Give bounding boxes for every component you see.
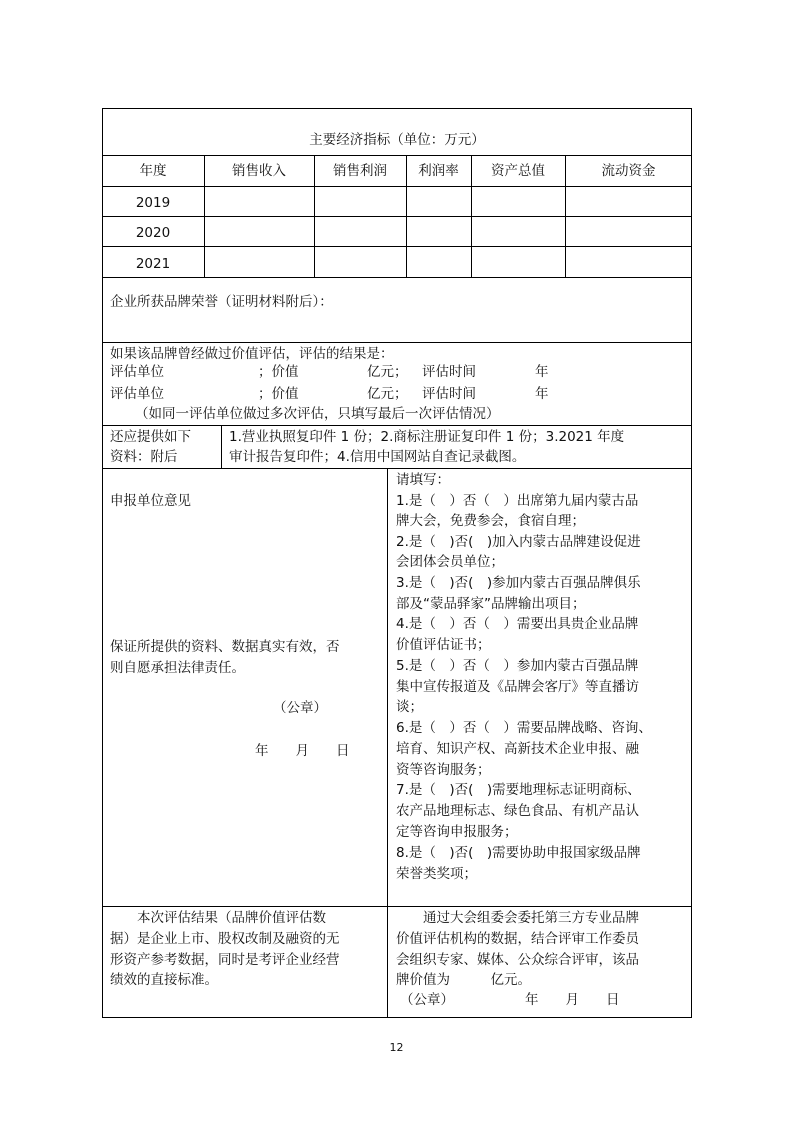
eval-year-label: 年 bbox=[535, 386, 549, 402]
result-text: 据）是企业上市、股权改制及融资的无 bbox=[110, 931, 340, 947]
opinion-seal: （公章） bbox=[273, 700, 327, 716]
fill-line: 谈； bbox=[396, 699, 423, 715]
header-year: 年度 bbox=[139, 163, 167, 179]
eval-intro: 如果该品牌曾经做过价值评估，评估的结果是： bbox=[110, 346, 394, 362]
fill-line: 资等咨询服务； bbox=[396, 762, 491, 778]
eval-time-label: 评估时间 bbox=[422, 386, 476, 402]
eval-yi-label: 亿元； bbox=[367, 386, 408, 402]
eval-unit-label: 评估单位 bbox=[110, 364, 164, 380]
result-text: 形资产参考数据，同时是考评企业经营 bbox=[110, 952, 340, 968]
fill-line: 牌大会，免费参会，食宿自理； bbox=[396, 513, 585, 529]
row-divider bbox=[102, 216, 692, 217]
fill-line: 部及“蒙品驿家”品牌输出项目； bbox=[396, 596, 586, 612]
materials-text: 审计报告复印件；4.信用中国网站自查记录截图。 bbox=[229, 449, 526, 465]
header-sales-profit: 销售利润 bbox=[333, 163, 387, 179]
fill-line: 价值评估证书； bbox=[396, 637, 491, 653]
eval-unit-label: 评估单位 bbox=[110, 386, 164, 402]
econ-title: 主要经济指标（单位：万元） bbox=[309, 132, 485, 148]
opinion-date: 年 月 日 bbox=[255, 743, 350, 759]
fill-line: 培育、知识产权、高新技术企业申报、融 bbox=[396, 741, 639, 757]
fill-line: 6.是（ ）否（ ）需要品牌战略、咨询、 bbox=[396, 720, 652, 736]
fill-line: 5.是（ ）否（ ）参加内蒙古百强品牌 bbox=[396, 658, 639, 674]
conclusion-text: 牌价值为 亿元。 bbox=[396, 972, 531, 988]
year-2019: 2019 bbox=[135, 195, 171, 211]
row-divider bbox=[102, 155, 692, 156]
fill-title: 请填写： bbox=[396, 472, 450, 488]
col-divider bbox=[387, 468, 388, 1018]
fill-line: 荣誉类奖项； bbox=[396, 866, 477, 882]
fill-line: 会团体会员单位； bbox=[396, 554, 504, 570]
col-divider bbox=[221, 425, 222, 468]
eval-value-label: ；价值 bbox=[258, 386, 299, 402]
row-divider bbox=[102, 468, 692, 469]
materials-label: 还应提供如下 bbox=[110, 429, 191, 445]
header-working-capital: 流动资金 bbox=[601, 163, 656, 179]
conclusion-seal: （公章） bbox=[400, 992, 454, 1008]
fill-line: 定等咨询申报服务； bbox=[396, 824, 518, 840]
eval-note: （如同一评估单位做过多次评估，只填写最后一次评估情况） bbox=[135, 406, 500, 422]
conclusion-date: 年 月 日 bbox=[525, 992, 620, 1008]
fill-line: 集中宣传报道及《品牌会客厅》等直播访 bbox=[396, 679, 639, 695]
result-text: 绩效的直接标准。 bbox=[110, 972, 218, 988]
year-2021: 2021 bbox=[135, 256, 171, 272]
materials-label: 资料：附后 bbox=[110, 449, 178, 465]
honors-label: 企业所获品牌荣誉（证明材料附后）： bbox=[110, 294, 333, 310]
row-divider bbox=[102, 906, 692, 907]
row-divider bbox=[102, 246, 692, 247]
fill-line: 7.是（ )否( )需要地理标志证明商标、 bbox=[396, 782, 641, 798]
row-divider bbox=[102, 186, 692, 187]
result-text: 本次评估结果（品牌价值评估数 bbox=[110, 910, 326, 926]
opinion-title: 申报单位意见 bbox=[110, 493, 191, 509]
opinion-guarantee: 则自愿承担法律责任。 bbox=[110, 660, 245, 676]
fill-line: 3.是（ )否( )参加内蒙古百强品牌俱乐 bbox=[396, 575, 641, 591]
eval-time-label: 评估时间 bbox=[422, 364, 476, 380]
fill-line: 农产品地理标志、绿色食品、有机产品认 bbox=[396, 803, 639, 819]
conclusion-text: 会组织专家、媒体、公众综合评审，该品 bbox=[396, 952, 639, 968]
fill-line: 4.是（ ）否（ ）需要出具贵企业品牌 bbox=[396, 616, 639, 632]
eval-value-label: ；价值 bbox=[258, 364, 299, 380]
materials-text: 1.营业执照复印件 1 份；2.商标注册证复印件 1 份；3.2021 年度 bbox=[229, 429, 625, 445]
opinion-guarantee: 保证所提供的资料、数据真实有效，否 bbox=[110, 639, 340, 655]
header-profit-rate: 利润率 bbox=[418, 163, 459, 179]
year-2020: 2020 bbox=[135, 225, 171, 241]
eval-yi-label: 亿元； bbox=[367, 364, 408, 380]
fill-line: 2.是（ )否( )加入内蒙古品牌建设促进 bbox=[396, 534, 641, 550]
header-sales-revenue: 销售收入 bbox=[232, 163, 286, 179]
row-divider bbox=[102, 277, 692, 278]
conclusion-text: 价值评估机构的数据，结合评审工作委员 bbox=[396, 931, 639, 947]
page-number: 12 bbox=[389, 1041, 404, 1054]
eval-year-label: 年 bbox=[535, 364, 549, 380]
header-total-assets: 资产总值 bbox=[491, 163, 545, 179]
fill-line: 1.是（ ）否（ ）出席第九届内蒙古品 bbox=[396, 493, 639, 509]
conclusion-text: 通过大会组委会委托第三方专业品牌 bbox=[396, 910, 639, 926]
row-divider bbox=[102, 425, 692, 426]
row-divider bbox=[102, 342, 692, 343]
fill-line: 8.是（ )否( )需要协助申报国家级品牌 bbox=[396, 845, 641, 861]
